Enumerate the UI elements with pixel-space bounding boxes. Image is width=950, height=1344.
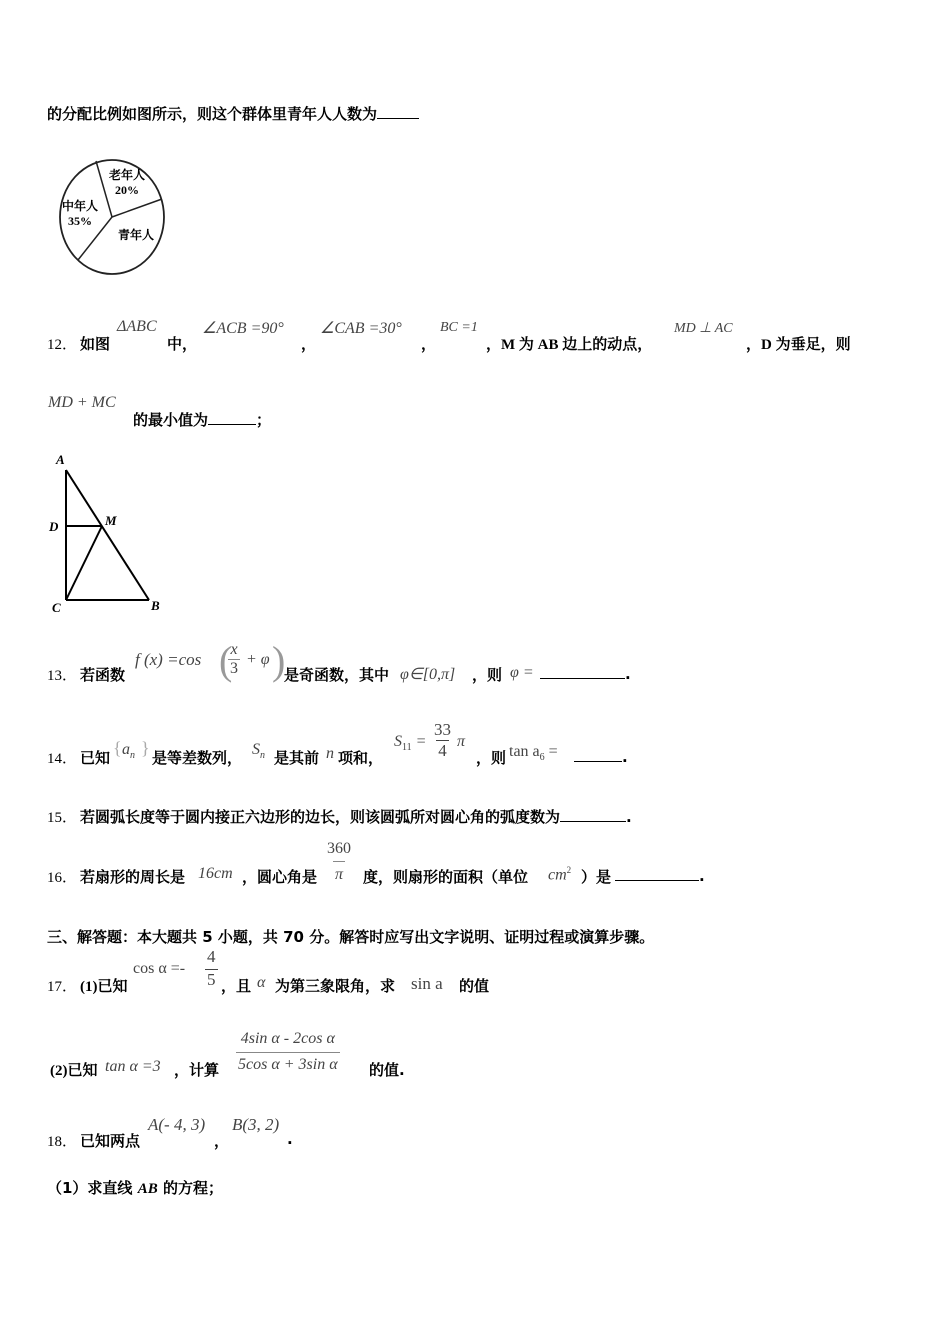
pie-slice-middle	[62, 199, 98, 229]
q13-fraction	[228, 641, 240, 678]
q12-text-6: ；	[256, 411, 272, 429]
q12-text-3-content: ，M 为 AB 边上的动点，	[486, 337, 653, 353]
q14-s11-eq: =	[415, 733, 427, 750]
q12-math-sum: MD + MC	[48, 394, 116, 411]
q14-brace-right: }	[141, 738, 150, 758]
pie-percent-middle: 35%	[68, 214, 92, 228]
q13-math-f: f (x) =cos	[135, 650, 202, 669]
q13-end: .	[625, 665, 631, 683]
q14-answer-line	[574, 747, 628, 766]
q17-p2-frac-den: 5cos α + 3sin α	[236, 1052, 340, 1074]
q12-number	[47, 333, 77, 354]
q16-frac-num: 360	[327, 840, 351, 857]
q12-text-2: 中，	[167, 335, 198, 353]
q12-text-5-line	[133, 409, 271, 430]
label-d: D	[49, 519, 59, 534]
q14-tan-base: tan a	[509, 743, 540, 760]
q12-text-4-content: ，D 为垂足，则	[746, 337, 851, 353]
q14-answer-blank	[574, 747, 622, 762]
pie-percent-old: 20%	[115, 183, 139, 197]
q14-sn-base: S	[252, 741, 260, 758]
q15-line	[80, 806, 632, 827]
q13-math-plus-phi: + φ	[246, 651, 270, 668]
q17-number-text: 17．	[47, 979, 78, 995]
q16-text-1: 若扇形的周长是	[80, 868, 186, 886]
q17-p1-fraction	[205, 947, 218, 990]
pie-chart-figure	[56, 155, 168, 275]
q17-p2-label-text: (2)	[50, 1063, 68, 1079]
pie-slice-old	[109, 168, 145, 198]
q17-p1-math-sin: sin a	[411, 974, 443, 993]
pie-label-middle: 中年人	[62, 199, 99, 213]
q14-an-sub: n	[130, 750, 135, 762]
q13-number	[47, 664, 77, 685]
q14-end: .	[622, 748, 628, 766]
q12-comma-2: ，	[421, 335, 437, 353]
q13-paren-right: )	[272, 638, 286, 683]
q16-math-16cm: 16cm	[198, 865, 233, 882]
q14-frac-den: 4	[438, 741, 447, 760]
q16-answer-blank	[615, 866, 699, 881]
q16-frac-den: π	[333, 861, 345, 884]
q17-p1-label	[80, 975, 128, 996]
q13-paren-left: (	[219, 638, 233, 683]
q13-frac-den: 3	[230, 660, 238, 677]
q17-p1-text-2: ，且	[221, 977, 252, 995]
label-c: C	[52, 600, 61, 615]
q15-answer-blank	[560, 807, 626, 822]
q17-p2-text-1: 已知	[67, 1061, 98, 1079]
q13-math-range: φ∈[0,π]	[400, 666, 456, 683]
q13-text-1: 若函数	[80, 666, 126, 684]
q12-number-text: 12．	[47, 337, 78, 353]
q14-math-tan	[509, 743, 558, 763]
q12-math-triangle: ΔABC	[117, 318, 157, 335]
q14-sn-sub: n	[260, 750, 265, 762]
label-b: B	[151, 598, 160, 613]
q13-text-3: ，则	[472, 666, 503, 684]
q14-math-an	[122, 741, 135, 761]
q16-math-cm2	[548, 865, 571, 884]
pie-slice-young	[118, 226, 154, 243]
q15-end: .	[626, 808, 632, 826]
q16-end: .	[699, 867, 705, 885]
q14-text-2: 是等差数列，	[152, 749, 243, 767]
q14-text-5: ，则	[476, 749, 507, 767]
q16-fraction	[325, 840, 353, 884]
label-a: A	[56, 452, 65, 467]
q17-p2-text-3: 的值.	[369, 1061, 405, 1079]
q12-text-4	[746, 333, 851, 354]
q12-math-bc: BC =1	[440, 320, 478, 335]
pie-label-young: 青年人	[118, 228, 155, 242]
q17-p2-frac-num: 4sin α - 2cos α	[240, 1030, 335, 1047]
q13-text-2: 是奇函数，其中	[284, 666, 390, 684]
q16-answer-line	[615, 866, 705, 885]
q18-text-1: 已知两点	[80, 1132, 141, 1150]
q12-text-3	[486, 333, 652, 354]
q11-answer-blank	[377, 104, 419, 119]
label-m: M	[105, 513, 117, 528]
q18-math-point-a: A(- 4, 3)	[148, 1115, 206, 1134]
q16-text-3: 度，则扇形的面积（单位	[363, 868, 529, 886]
q12-math-perp: MD ⊥ AC	[674, 321, 733, 336]
q18-number	[47, 1130, 77, 1151]
q18-end: .	[287, 1130, 293, 1148]
q14-number-text: 14．	[47, 751, 78, 767]
q11-text: 的分配比例如图所示，则这个群体里青年人人数为	[47, 105, 378, 123]
q15-text: 若圆弧长度等于圆内接正六边形的边长，则该圆弧所对圆心角的弧度数为	[80, 808, 561, 826]
q14-an-base: a	[122, 741, 130, 758]
q14-text-4: 项和，	[338, 749, 384, 767]
q12-comma-1: ，	[301, 335, 317, 353]
q15-number-text: 15．	[47, 810, 78, 826]
section-3-heading: 三、解答题：本大题共 5 小题，共 70 分。解答时应写出文字说明、证明过程或演算步骤。	[47, 928, 655, 946]
q16-text-4: ）是	[581, 868, 612, 886]
q13-frac-num: x	[230, 641, 238, 658]
q18-p1-end: 的方程；	[162, 1179, 223, 1197]
q12-answer-blank	[208, 410, 256, 425]
q16-cm2-sup: 2	[566, 865, 572, 875]
q14-math-s11	[394, 733, 426, 753]
q17-p2-math-tan: tan α =3	[105, 1058, 161, 1075]
q14-math-pi: π	[457, 733, 466, 750]
q15-number	[47, 806, 77, 827]
q14-number	[47, 747, 77, 768]
q12-math-angle-cab: ∠CAB =30°	[320, 320, 402, 337]
triangle-svg	[46, 450, 176, 620]
q14-text-1: 已知	[80, 749, 111, 767]
q11-text-line	[47, 103, 419, 124]
pie-label-old: 老年人	[109, 168, 146, 182]
q17-p1-text-3: 为第三象限角，求	[275, 977, 396, 995]
q17-p1-math-alpha: α	[257, 974, 266, 991]
q16-number	[47, 866, 77, 887]
q14-s11-sub: 11	[402, 742, 412, 754]
q14-fraction	[432, 720, 453, 761]
q18-p1-math-ab: AB	[137, 1181, 158, 1197]
q17-p2-text-2: ，计算	[174, 1061, 220, 1079]
q14-frac-num: 33	[434, 720, 451, 739]
q16-number-text: 16．	[47, 870, 78, 886]
q14-tan-sub: 6	[539, 752, 545, 764]
q14-math-sn	[252, 741, 265, 761]
q14-brace-left: {	[113, 738, 122, 758]
q18-p1-line	[47, 1177, 223, 1198]
q17-number	[47, 975, 77, 996]
q13-answer-line	[540, 664, 631, 683]
q18-math-point-b: B(3, 2)	[232, 1115, 280, 1134]
q17-p1-frac-num: 4	[207, 947, 216, 966]
q14-math-n: n	[326, 745, 334, 762]
q13-math-phi-eq: φ =	[510, 664, 534, 681]
q13-answer-blank	[540, 664, 625, 679]
q17-p1-label-text: (1)	[80, 979, 98, 995]
q17-p1-text-1: 已知	[97, 977, 128, 995]
q17-p1-frac-den: 5	[207, 970, 216, 989]
q12-math-angle-acb: ∠ACB =90°	[202, 320, 284, 337]
q18-p1-text: （1）求直线	[47, 1179, 133, 1197]
q16-cm2-base: cm	[548, 866, 567, 884]
q18-number-text: 18．	[47, 1134, 78, 1150]
q14-text-3: 是其前	[274, 749, 320, 767]
q14-tan-eq: =	[548, 743, 558, 760]
q12-text-1: 如图	[80, 335, 111, 353]
q18-comma: ，	[214, 1132, 230, 1150]
q17-p2-fraction	[236, 1030, 340, 1074]
triangle-figure	[46, 450, 176, 620]
q16-text-2: ，圆心角是	[242, 868, 318, 886]
q17-p2-label	[50, 1059, 98, 1080]
q17-p1-text-4: 的值	[459, 977, 490, 995]
q12-text-5: 的最小值为	[133, 411, 209, 429]
q13-number-text: 13．	[47, 668, 78, 684]
q17-p1-math-cos: cos α =-	[133, 960, 186, 977]
q14-s11-base: S	[394, 733, 402, 750]
